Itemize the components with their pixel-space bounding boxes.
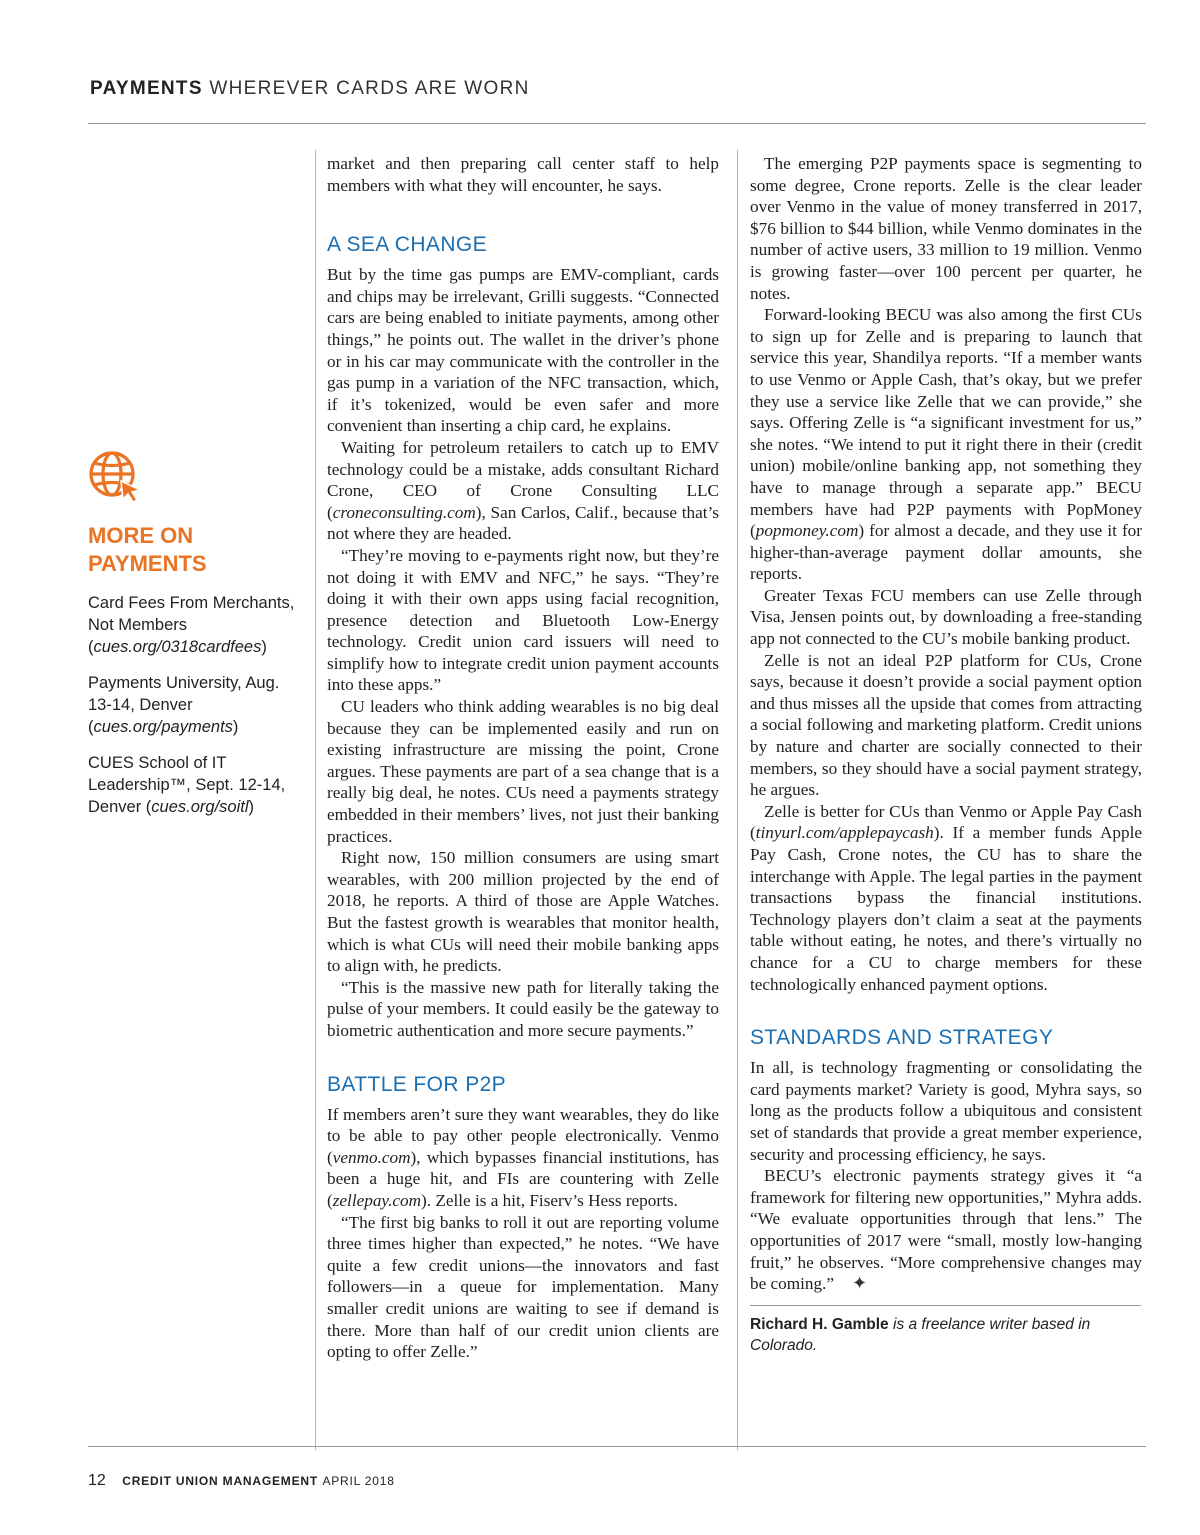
inline-link[interactable]: venmo.com bbox=[332, 1147, 411, 1167]
sidebar-item-card-fees: Card Fees From Merchants, Not Members (cues.org/0318cardfees) bbox=[88, 594, 295, 656]
paragraph-text: ) for almost a decade, and they use it for higher-than-average payment dollar amounts, she reports. bbox=[750, 521, 1142, 584]
paragraph: “The first big banks to roll it out are reporting volume three times higher than expected,” he notes. “We have quite a few credit unions—the innovators and fast followers—in a queue for implementation. Many smaller credit unions are waiting to see if demand is there. More than half of our credit union clients are opting to offer Zelle.” bbox=[327, 1212, 719, 1362]
paragraph-text: Waiting for petroleum retailers to catch up to EMV technology could be a mistake, adds consultant Richard Crone, CEO of Crone Consulting LLC ( bbox=[327, 437, 719, 522]
footer-divider bbox=[88, 1446, 1146, 1447]
paragraph bbox=[750, 304, 1142, 585]
paragraph bbox=[327, 1104, 719, 1212]
author-divider bbox=[750, 1305, 1141, 1306]
paragraph-text: ), which bypasses financial institutions, has been a huge hit, and FIs are countering with Zelle ( bbox=[327, 1147, 719, 1210]
column-divider-left bbox=[315, 150, 316, 1450]
paragraph-text: Zelle is better for CUs than Venmo or Apple Pay Cash ( bbox=[750, 801, 1142, 843]
inline-link[interactable]: croneconsulting.com bbox=[332, 502, 476, 522]
header-divider bbox=[88, 123, 1146, 124]
article-column-2 bbox=[750, 153, 1142, 1356]
sidebar-item-payments-university: Payments University, Aug. 13-14, Denver (cues.org/payments) bbox=[88, 674, 280, 736]
running-header bbox=[90, 78, 530, 100]
sidebar-item-text: Payments University, Aug. 13-14, Denver bbox=[88, 674, 280, 714]
paragraph bbox=[750, 1165, 1142, 1295]
inline-link[interactable]: tinyurl.com/applepaycash bbox=[755, 823, 934, 843]
author-bio bbox=[750, 1314, 1142, 1356]
sidebar-item-text: Card Fees From Merchants, Not Members bbox=[88, 594, 295, 634]
section-heading-battle-p2p: BATTLE FOR P2P bbox=[327, 1072, 507, 1096]
publication-name: CREDIT UNION MANAGEMENT bbox=[122, 1474, 318, 1488]
sidebar-item-link[interactable]: cues.org/payments bbox=[93, 718, 233, 736]
page-footer bbox=[88, 1472, 395, 1490]
paragraph-text: BECU’s electronic payments strategy gives it “a framework for filtering new opportunities,” Myhra adds. “We evaluate opportunities through that lens.” The opportunities of 2017 were “small, mostly low-hanging fruit,” he observes. “More comprehensive changes may be coming.” bbox=[750, 1166, 1142, 1294]
paragraph: Greater Texas FCU members can use Zelle through Visa, Jensen points out, by downloading a free-standing app not connected to the CU’s mobile banking product. bbox=[750, 585, 1142, 649]
paragraph: “This is the massive new path for literally taking the pulse of your members. It could easily be the gateway to biometric authentication and more secure payments.” bbox=[327, 977, 719, 1040]
inline-link[interactable]: popmoney.com bbox=[755, 521, 859, 541]
inline-link[interactable]: zellepay.com bbox=[332, 1190, 422, 1210]
section-heading-sea-change: A SEA CHANGE bbox=[327, 233, 488, 257]
sidebar-item-text: CUES School of IT Leadership™, Sept. 12-14, Denver bbox=[88, 754, 286, 816]
issue-date: APRIL 2018 bbox=[322, 1474, 395, 1488]
page-number: 12 bbox=[88, 1472, 106, 1489]
header-subtitle: WHEREVER CARDS ARE WORN bbox=[209, 78, 530, 99]
header-section: PAYMENTS bbox=[90, 78, 203, 99]
paragraph bbox=[327, 437, 719, 545]
author-description: is a freelance writer based in Colorado. bbox=[750, 1315, 1091, 1354]
paragraph: In all, is technology fragmenting or consolidating the card payments market? Variety is good, Myhra says, so long as the products follow a ubiquitous and consistent set of standards that provide a great member experience, security and processing efficiency, he says. bbox=[750, 1058, 1142, 1164]
globe-cursor-icon bbox=[88, 450, 144, 506]
author-name: Richard H. Gamble bbox=[750, 1315, 889, 1333]
paragraph-text: ). If a member funds Apple Pay Cash, Crone notes, the CU has to share the interchange with Apple. The legal parties in the payment transactions bypass the financial institutions. Technology players don’t claim a seat at the payments table without eating, he notes, and there’s virtually no chance for a CU to charge members for these technologically enhanced payment options. bbox=[750, 823, 1142, 994]
column-divider-right bbox=[737, 150, 738, 1450]
article-column-1 bbox=[327, 153, 719, 1363]
paragraph-text: ). Zelle is a hit, Fiserv’s Hess reports. bbox=[421, 1190, 678, 1210]
sidebar-item-link[interactable]: cues.org/0318cardfees bbox=[93, 638, 262, 656]
paragraph: market and then preparing call center staff to help members with what they will encounter, he says. bbox=[327, 154, 719, 195]
paragraph: CU leaders who think adding wearables is no big deal because they can be implemented easily and run on existing infrastructure are missing the point, Crone argues. These payments are part of a sea change that is a really big deal, he notes. CUs need a payments strategy embedded in their members’ lives, not just their banking practices. bbox=[327, 697, 719, 846]
sidebar-item-school-of-it: CUES School of IT Leadership™, Sept. 12-14, Denver (cues.org/soitl) bbox=[88, 754, 286, 816]
paragraph: Right now, 150 million consumers are using smart wearables, with 200 million projected by the end of 2018, he reports. A third of those are Apple Watches. But the fastest growth is wearables that monitor health, which is what CUs will need their mobile banking apps to align with, he predicts. bbox=[327, 848, 719, 976]
paragraph-text: Forward-looking BECU was also among the first CUs to sign up for Zelle and is preparing to launch that service this year, Shandilya reports. “If a member wants to use Venmo or Apple Cash, that’s okay, but we prefer they use a service like Zelle that we can provide,” she says. Offering Zelle is “a significant investment for us,” she notes. “We intend to put it right there in their (credit union) mobile/online banking app, not something they have to manage through a separate app.” BECU members have had P2P payments with PopMoney ( bbox=[750, 305, 1142, 541]
paragraph-text: ), San Carlos, Calif., because that’s not where they are headed. bbox=[327, 502, 719, 544]
paragraph: But by the time gas pumps are EMV-compliant, cards and chips may be irrelevant, Grilli suggests. “Connected cars are being enabled to initiate payments, among other things,” he points out. The wallet in the driver’s phone or in his car may communicate with the controller in the gas pump in a variation of the NFC transaction, which, if it’s tokenized, would be even safer and more convenient than inserting a chip card, he explains. bbox=[327, 265, 719, 436]
paragraph-text: If members aren’t sure they want wearables, they do like to be able to pay other people electronically. Venmo ( bbox=[327, 1104, 719, 1167]
sidebar-title: MORE ON PAYMENTS bbox=[88, 523, 207, 576]
paragraph: The emerging P2P payments space is segmenting to some degree, Crone reports. Zelle is the clear leader over Venmo in the value of money transferred in 2017, $76 billion to $44 billion, while Venmo dominates in the number of active users, 33 million to 19 million. Venmo is growing faster—over 100 percent per quarter, he notes. bbox=[750, 154, 1142, 303]
paragraph bbox=[750, 801, 1142, 995]
sidebar-more-on-payments bbox=[88, 450, 298, 818]
sidebar-item-link[interactable]: cues.org/soitl bbox=[151, 798, 249, 816]
section-heading-standards: STANDARDS AND STRATEGY bbox=[750, 1026, 1054, 1050]
sparkle-end-icon: ✦ bbox=[852, 1273, 868, 1294]
paragraph: Zelle is not an ideal P2P platform for CUs, Crone says, because it doesn’t provide a social payment option and thus misses all the upside that comes from attracting a social following and marketing platform. Credit unions by nature and charter are socially connected to their members, so they should have a social payment strategy, he argues. bbox=[750, 650, 1142, 800]
paragraph: “They’re moving to e-payments right now, but they’re not doing it with EMV and NFC,” he says. “They’re doing it with their own apps using facial recognition, presence detection and Bluetooth Low-Energy technology. Credit union card issuers will need to simplify how to integrate credit union payment accounts into these apps.” bbox=[327, 545, 719, 695]
